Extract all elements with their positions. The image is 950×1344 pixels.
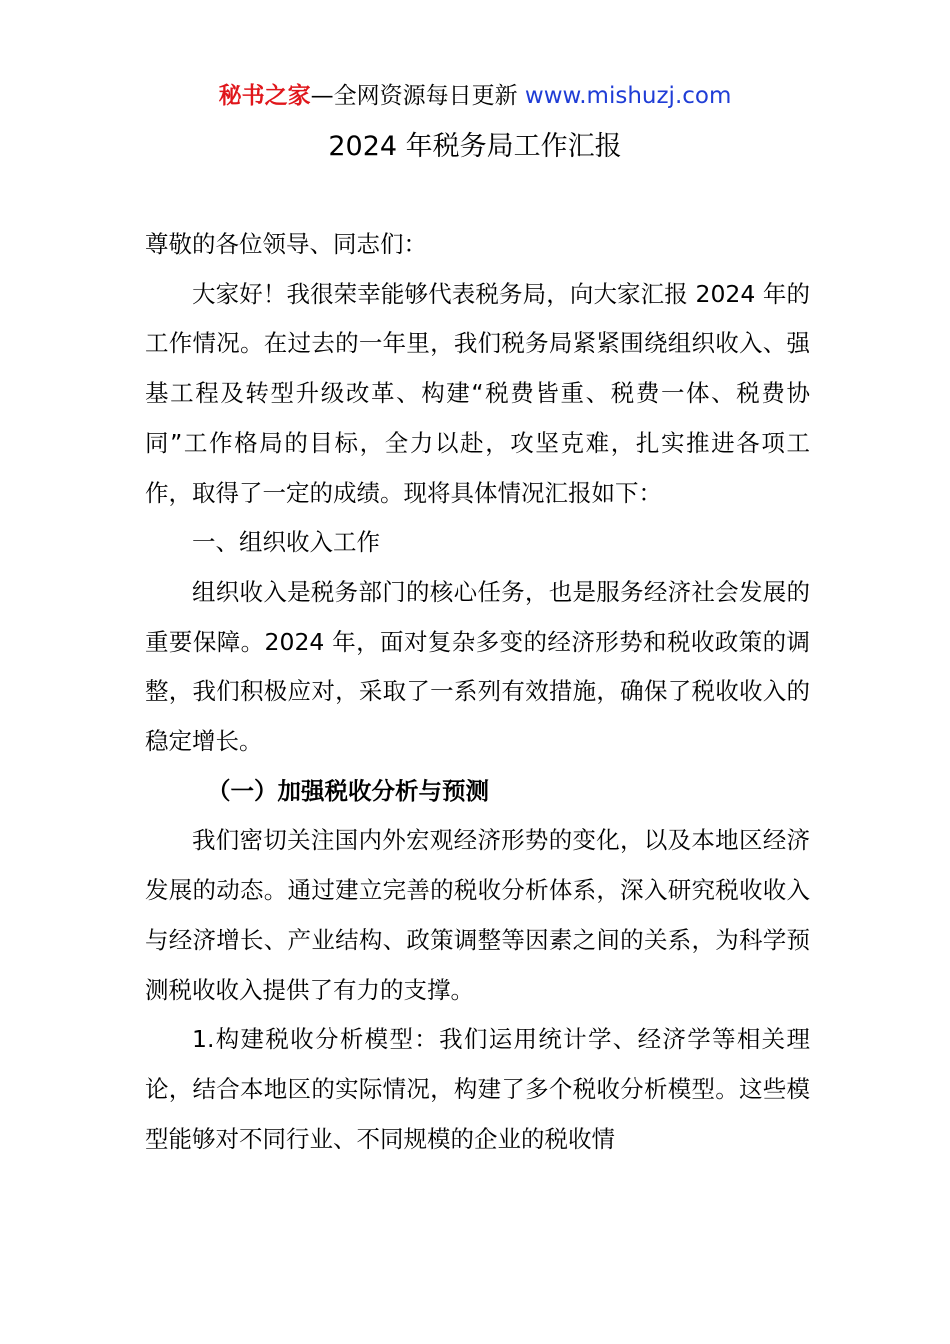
site-tagline: —全网资源每日更新 <box>310 83 525 109</box>
site-header <box>0 80 950 112</box>
numbered-paragraph: 1.构建税收分析模型：我们运用统计学、经济学等相关理论，结合本地区的实际情况，构建了多个税收分析模型。这些模型能够对不同行业、不同规模的企业的税收情 <box>145 1025 810 1153</box>
section-heading: 一、组织收入工作 <box>192 528 380 557</box>
site-url-link[interactable]: www.mishuzj.com <box>524 83 732 109</box>
salutation: 尊敬的各位领导、同志们： <box>145 230 427 258</box>
section-paragraph: 组织收入是税务部门的核心任务，也是服务经济社会发展的重要保障。2024 年，面对复杂多变的经济形势和税收政策的调整，我们积极应对，采取了一系列有效措施，确保了税收收入的稳定增长。 <box>145 577 810 756</box>
site-brand: 秘书之家 <box>218 83 311 109</box>
document-title: 2024 年税务局工作汇报 <box>328 131 622 162</box>
intro-paragraph: 大家好！我很荣幸能够代表税务局，向大家汇报 2024 年的工作情况。在过去的一年里，我们税务局紧紧围绕组织收入、强基工程及转型升级改革、构建“税费皆重、税费一体、税费协同”工作格局的目标，全力以赴，攻坚克难，扎实推进各项工作，取得了一定的成绩。现将具体情况汇报如下： <box>145 279 810 507</box>
subsection-paragraph: 我们密切关注国内外宏观经济形势的变化，以及本地区经济发展的动态。通过建立完善的税收分析体系，深入研究税收收入与经济增长、产业结构、政策调整等因素之间的关系，为科学预测税收收入提供了有力的支撑。 <box>145 826 810 1004</box>
document-body <box>145 220 810 1164</box>
subsection-heading: （一）加强税收分析与预测 <box>207 776 489 805</box>
